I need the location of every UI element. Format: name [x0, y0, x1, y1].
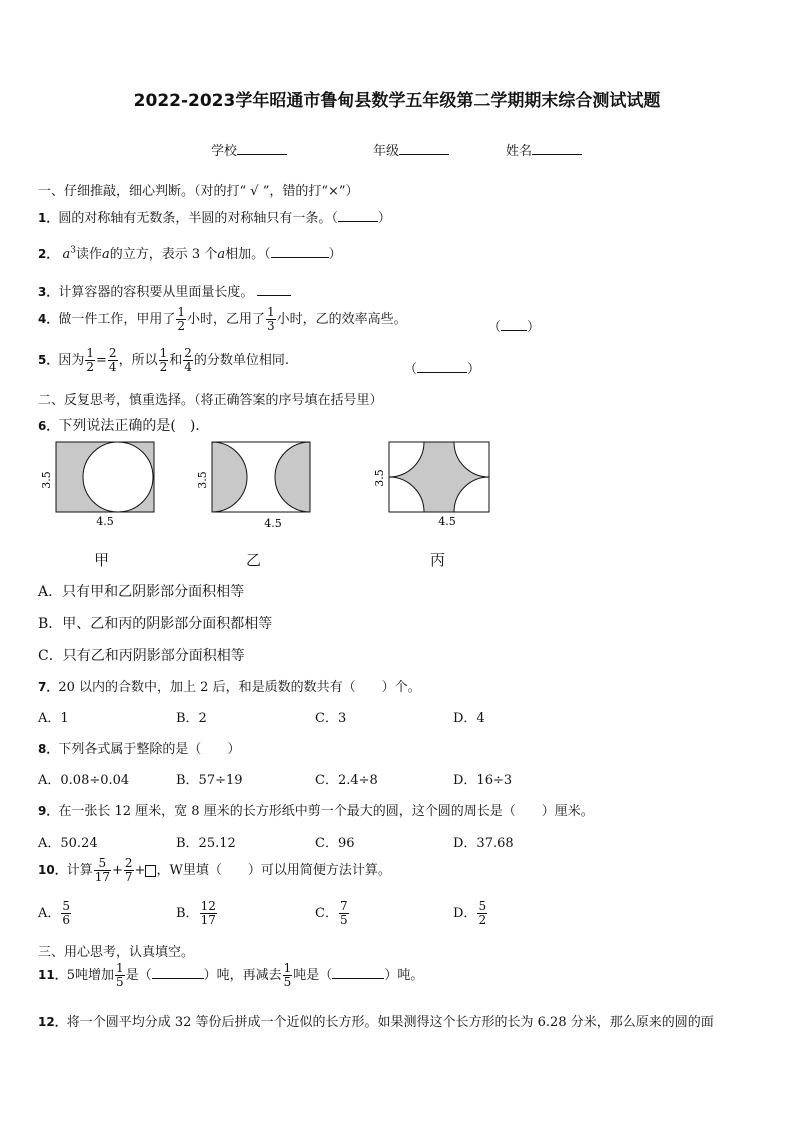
figure-bing-height: 3.5 — [373, 469, 386, 487]
figure-label-yi: 乙 — [246, 551, 262, 569]
school-field[interactable] — [211, 140, 287, 159]
question-10: 10．计算 $\frac{5}{17}$ + $\frac{2}{7}$ + ，W里填（ ）可以用简便方法计算。 — [38, 856, 391, 884]
q6-option-c[interactable]: C．只有乙和丙阴影部分面积相等 — [38, 648, 245, 664]
q11-fraction-2: $\frac{1}{5}$ — [283, 961, 292, 989]
name-blank[interactable] — [532, 142, 582, 155]
name-field[interactable] — [506, 140, 582, 159]
q7-option-d[interactable]: D．4 — [453, 711, 485, 726]
q8-option-c[interactable]: C．2.4÷8 — [315, 773, 378, 788]
page-title: 2022-2023学年昭通市鲁甸县数学五年级第二学期期末综合测试试题 — [133, 91, 661, 111]
q7-option-b[interactable]: B．2 — [176, 711, 207, 726]
q10-option-b[interactable]: B． $\frac{12}{17}$ — [176, 899, 216, 927]
q10-fraction-1: $\frac{5}{17}$ — [94, 856, 110, 884]
question-2: 2． $a^3$读作a的立方，表示 3 个a相加。（ ） — [38, 245, 342, 262]
question-6: 6．下列说法正确的是( ). — [38, 418, 200, 434]
question-3: 3．计算容器的容积要从里面量长度。 — [38, 281, 291, 300]
q1-answer-blank[interactable] — [338, 209, 378, 222]
q8-option-a[interactable]: A．0.08÷0.04 — [38, 773, 130, 788]
figure-yi — [196, 442, 310, 530]
q9-option-c[interactable]: C．96 — [315, 836, 355, 851]
q4-answer-blank[interactable] — [501, 318, 527, 331]
q9-option-d[interactable]: D．37.68 — [453, 836, 514, 851]
question-5: 5．因为 $\frac{1}{2}$ = $\frac{2}{4}$ ，所以 $\frac{1}{2}$ 和 $\frac{2}{4}$ 的分数单位相同. — [38, 346, 290, 374]
q10-option-c[interactable]: C． $\frac{7}{5}$ — [315, 899, 348, 927]
section-3-heading: 三、用心思考，认真填空。 — [38, 945, 195, 960]
grade-field[interactable] — [373, 140, 449, 159]
school-blank[interactable] — [237, 142, 287, 155]
q5-fraction-1: $\frac{1}{2}$ — [86, 346, 95, 374]
figure-jia-width: 4.5 — [96, 515, 114, 528]
q10-option-a[interactable]: A． $\frac{5}{6}$ — [38, 899, 71, 927]
q11-blank-1[interactable] — [152, 966, 204, 979]
q7-option-a[interactable]: A．1 — [38, 711, 69, 726]
question-4: 4．做一件工作，甲用了 $\frac{1}{2}$ 小时，乙用了 $\frac{1}{3}$ 小时，乙的效率高些。 — [38, 305, 407, 333]
question-7: 7．20 以内的合数中，加上 2 后，和是质数的数共有（ ）个。 — [38, 680, 421, 695]
q4-fraction-1: $\frac{1}{2}$ — [177, 305, 186, 333]
q3-answer-blank[interactable] — [257, 283, 291, 296]
q6-option-a[interactable]: A．只有甲和乙阴影部分面积相等 — [38, 584, 245, 600]
figure-jia — [40, 442, 154, 528]
q4-fraction-2: $\frac{1}{3}$ — [267, 305, 275, 333]
name-label: 姓名 — [506, 144, 533, 159]
figure-bing — [373, 442, 489, 528]
q11-fraction-1: $\frac{1}{5}$ — [115, 961, 124, 989]
q5-fraction-4: $\frac{2}{4}$ — [184, 346, 192, 374]
question-9: 9．在一张长 12 厘米，宽 8 厘米的长方形纸中剪一个最大的圆，这个圆的周长是（ ）厘米。 — [38, 804, 594, 819]
q6-figures — [38, 436, 508, 532]
figure-jia-height: 3.5 — [40, 471, 53, 489]
question-8: 8．下列各式属于整除的是（ ） — [38, 742, 241, 757]
question-1: 1．圆的对称轴有无数条，半圆的对称轴只有一条。（ ） — [38, 211, 391, 226]
section-1-heading: 一、仔细推敲，细心判断。（对的打“ √ ”，错的打“×”） — [38, 184, 359, 199]
q8-option-b[interactable]: B．57÷19 — [176, 773, 243, 788]
figure-yi-height: 3.5 — [196, 471, 209, 489]
q10-fraction-2: $\frac{2}{7}$ — [124, 856, 133, 884]
q5-fraction-3: $\frac{1}{2}$ — [159, 346, 168, 374]
q5-answer[interactable]: （ ） — [404, 362, 481, 377]
figure-label-jia: 甲 — [94, 551, 110, 569]
q9-option-a[interactable]: A．50.24 — [38, 836, 98, 851]
q5-answer-blank[interactable] — [417, 360, 467, 373]
q6-option-b[interactable]: B．甲、乙和丙的阴影部分面积都相等 — [38, 616, 273, 632]
q8-option-d[interactable]: D．16÷3 — [453, 773, 513, 788]
q9-option-b[interactable]: B．25.12 — [176, 836, 236, 851]
q11-blank-2[interactable] — [332, 966, 384, 979]
q7-option-c[interactable]: C．3 — [315, 711, 347, 726]
school-label: 学校 — [211, 144, 238, 159]
figure-label-bing: 丙 — [430, 551, 446, 569]
figure-bing-width: 4.5 — [438, 515, 456, 528]
figure-yi-width: 4.5 — [264, 517, 282, 530]
q10-box-icon — [145, 865, 156, 877]
q4-answer[interactable]: （ ） — [488, 320, 541, 335]
q10-option-d[interactable]: D． $\frac{5}{2}$ — [453, 899, 487, 927]
grade-label: 年级 — [373, 144, 400, 159]
grade-blank[interactable] — [399, 142, 449, 155]
q2-answer-blank[interactable] — [271, 245, 329, 258]
question-12: 12．将一个圆平均分成 32 等份后拼成一个近似的长方形。如果测得这个长方形的长为 6.28 分米，那么原来的圆的面 — [38, 1015, 714, 1030]
section-2-heading: 二、反复思考，慎重选择。（将正确答案的序号填在括号里） — [38, 393, 383, 408]
question-11: 11．5吨增加 $\frac{1}{5}$ 是（ ）吨，再减去 $\frac{1}{5}$ 吨是（ ）吨。 — [38, 961, 424, 989]
q5-fraction-2: $\frac{2}{4}$ — [108, 346, 117, 374]
